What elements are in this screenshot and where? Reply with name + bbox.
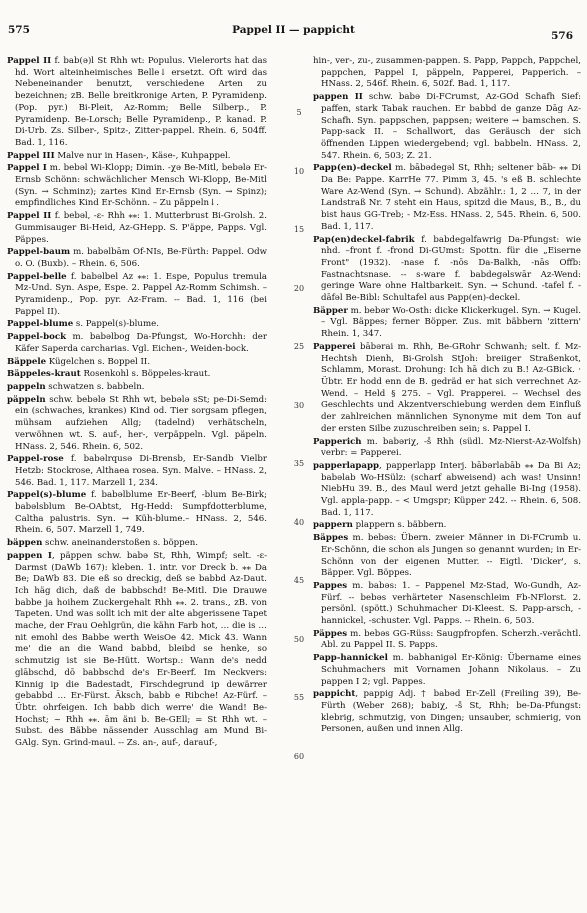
dictionary-entry [7, 319, 267, 331]
dictionary-entry [313, 520, 581, 532]
entry-headword: Pap(en)deckel-fabrik [313, 234, 415, 245]
entry-text: m. bābədegəl St, Rhh; seltener bāb- ⁎⁎ Di Da Be: Pappe. KarrHe 77. Pimm 3, 45. 's eß B. schlechte Ware Az-Wend (Syn. → Schund). Abzählr.: 1, 2 … 7, in der Landstraß Nr. 7 steht ein Haus, spitzd die Maus, B., B., du bist haus GG-Treb; - Mz-Ess. HNass. 2, 545. Rhein. 6, 500. Bad. 1, 117. [321, 163, 581, 232]
line-number: 15 [293, 225, 305, 234]
entry-text: m. bebər Wo-Osth: dicke Klickerkugel. Syn. → Kugel. – Vgl. Bäppes; ferner Böpper. Zus. mit bäbbern 'zittern' Rhein. 1, 347. [321, 305, 581, 340]
dictionary-entry [313, 653, 581, 688]
entry-text: schwatzen s. babbeln. [45, 381, 145, 392]
entry-headword: Bäppele [7, 356, 47, 367]
entry-text: m. babəriχ, -š Rhh (südl. Mz-Nierst-Az-Wolfsh) verbr: = Papperei. [321, 436, 581, 459]
entry-headword: bäppen [7, 538, 43, 549]
page-header [8, 24, 579, 42]
dictionary-entry [7, 272, 267, 319]
entry-headword: pappern [313, 520, 353, 531]
dictionary-entry [313, 306, 581, 341]
entry-headword: Pappel II [7, 56, 52, 66]
entry-text: schw. aneinanderstoßen s. böppen. [42, 538, 199, 549]
entry-text: , päppen schw. babə St, Rhh, Wimpf; selt. -ε- Darmst (DaWb 167): kleben. 1. intr. vor Dreck b. ⁎⁎ Da Be; DaWb 83. Die eß so dreckig, deß se babbd Az-Daut. Ich häg dich, daß de babbschd! Be-Mitl. Die Drauwe babbe ja hoihem Zuckergehalt Rhh ⁎⁎. 2. trans., zB. von Tapeten. Und was sollt ich mit der alte abgerissene Tapet mache, der Frau Oehlgrün, die kähn Farb hot, … die is … nit emohl des Babbe werth WeisOe 42. Mick 43. Wann me' die an die Wand babbd, bleibd se henke, so schmutzig ist sie Be-Hütt. Wortsp.: Wann de's nedd glābschd, dō babbschd de's Er-Beerf. Im Neckvers: Kinnig ip die Badestadt, Firschdegrund ip dewärrer gebabbd … Er-Fürst. Äksch, babb e Ribche! Az-Fürf. – Übtr. ohrfeigen. Ich babb dich werre' die Wand! Be-Hochst; ~ Rhh ⁎⁎. ām äni b. Be-GEll; = St Rhh wt. – Subst. des Bäbbe nässender Ausschlag am Mund Bi-GAlg. Syn. Grind-maul. -- Zs. an-, auf-, darauf-, [15, 550, 267, 749]
entry-text: Rosenkohl s. Böppeles-kraut. [80, 369, 211, 380]
line-number: 30 [293, 400, 305, 410]
page-number-left: 575 [8, 24, 30, 36]
entry-text: m. bebəl Wi-Klopp; Dimin. -χə Be-Mitl, bebələ Er-Ernsb Schönn: schwächlicher Mensch Wi-Klopp, Be-Mitl (Syn. → Schminz); zartes Kind Er-Ernsb (Syn. → Spinz); empfindliches Kind Er-Schönn. – Zu päppeln↓. [15, 163, 267, 209]
entry-headword: Papperich [313, 436, 362, 447]
entry-text: plappern s. bäbbern. [352, 520, 447, 531]
dictionary-entry [313, 533, 581, 580]
dictionary-entry [7, 395, 267, 454]
entry-text: schw. bebələ St Rhh wt, bebələ sSt; pe-Di-Semd: ein (schwaches, krankes) Kind od. Tier sorgsam pflegen, mühsam aufziehen Allg; (tadelnd) verhätscheln, verwöhnen wt. S. auf-, her-, verpäppeln. Vgl. päpeln. HNass. 2, 546. Rhein. 6, 502. [15, 394, 267, 452]
entry-headword: Pappel-baum [7, 247, 71, 258]
dictionary-entry [7, 369, 267, 381]
dictionary-entry [313, 581, 581, 628]
entry-text: f. babdegəlfawrig Da-Pfungst: wie nhd. –front f. -frond Di-GUmst: Spottn. für die „Eiserne Front" (1932). -nase f. -nōs Da-Balkh, -nās Offb: Fastnachtsnase. -- s-ware f. babdegəlswār Az-Wend: geringe Ware ohne Haltbarkeit. Syn. → Schund. -tafel f. -dāfəl Be-Bibl: Schultafel aus Papp(en)-deckel. [321, 234, 581, 304]
entry-text: m. babhanigəl Er-König: Übername eines Schuhmachers mit Vornamen Johann Nikolaus. – Zu pappen I 2; vgl. Pappes. [321, 653, 581, 687]
entry-text: , pappig Adj. † babəd Er-Zell (Freiling 39), Be-Fürth (Weber 268); babiχ, -š St, Rhh; be-Da-Pfungst: klebrig, schmutzig, von Dingen; unsauber, schmierig, von Personen, außen und innen Allg. [321, 689, 581, 735]
line-number: 50 [293, 634, 305, 644]
entry-text: m. bebəs: Übern. zweier Männer in Di-FCrumb u. Er-Schönn, die schon als Jungen so genannt wurden; in Er-Schönn von der eigenen Mutter. -- Eigtl. 'Dicker', s. Bäpper. Vgl. Böppes. [321, 533, 581, 579]
line-number: 45 [293, 576, 305, 585]
dictionary-entry [313, 629, 581, 652]
entry-headword: Pappel II [7, 211, 52, 222]
entry-headword: Pappel-bock [7, 332, 67, 343]
entry-text: f. babəlbel Az ⁎⁎: 1. Espe, Populus tremula Mz-Und. Syn. Aspe, Espe. 2. Pappel Az-Romm Schimsh. – Pyramidenp., Pop. pyr. Az-Fram. -- Bad. 1, 116 (bei Pappel II). [15, 271, 267, 317]
entry-text: f. babəlrqusə Di-Brensb, Er-Sandb Vielbr Hetzb: Stockrose, Althaea rosea. Syn. Malve. – HNass. 2, 546. Bad. 1, 117. Marzell 1, 234. [15, 454, 267, 488]
entry-text: m. babəs: 1. – Pappenel Mz-Stad, Wo-Gundh, Az-Fürf. -- bebəs verhärteter Nasenschleim Fb-NFlorst. 2. persönl. (spött.) Schuhmacher Di-Kleest. S. Papp-arsch, -hannickel, -schuster. Vgl. Papps. -- Rhein. 6, 503. [321, 580, 581, 627]
left-column [7, 56, 267, 911]
dictionary-entry [7, 211, 267, 246]
dictionary-entry [313, 342, 581, 436]
line-number: 35 [293, 459, 305, 468]
dictionary-entry [7, 551, 267, 750]
entry-headword: Papperei [313, 341, 356, 352]
line-number: 40 [293, 517, 305, 527]
line-number: 55 [293, 693, 305, 702]
entry-text: bābərai m. Rhh, Be-GRohr Schwanh; selt. f. Mz-Hechtsh Dienh, Bi-Grolsh StJoh: breiiger Straßenkot, Schlamm, Morast. Drohung: Ich hā dich zu B.! Az-GBick. · Übtr. Er hodd enn de B. gedräd er hat sich verrechnet Az-Wend. – Held § 275. – Vgl. Prapperei. -- Wechsel des Geschlechts und Akzentverschiebung werden dem Einfluß der zahlreichen männlichen Synonyme mit dem Ton auf der ersten Silbe zuzuschreiben sein; s. Pappel I. [321, 341, 581, 434]
dictionary-entry [7, 247, 267, 270]
dictionary-entry [313, 437, 581, 460]
page-number-right: 576 [551, 30, 573, 42]
entry-text: Kügelchen s. Boppel II. [46, 356, 151, 367]
entry-headword: päppeln [7, 394, 46, 405]
entry-headword: pappicht [313, 689, 356, 700]
line-number: 60 [293, 751, 305, 761]
entry-headword: Päppes [313, 628, 348, 639]
dictionary-entry [7, 56, 267, 150]
entry-headword: Bäpper [313, 305, 348, 316]
entry-text: m. babəlbog Da-Pfungst, Wo-Horchh: der Käfer Saperda carcharias. Vgl. Eichen-, Weiden-bock. [15, 332, 267, 354]
dictionary-entry [7, 382, 267, 394]
entry-headword: Papp-hannickel [313, 653, 388, 664]
line-number: 5 [296, 108, 302, 117]
dictionary-entry [7, 357, 267, 369]
entry-headword: pappeln [7, 381, 46, 392]
entry-text: f. bab(ə)l St Rhh wt: Populus. Vielerorts hat das hd. Wort alteinheimisches Belle↓ ersetzt. Oft wird das Nebeneinander benutzt, verschiedene Arten zu bezeichnen; zB. Belle breitkronige Arten, P. Pyramidenp. (Pop. pyr.) Bi-Pleit, Az-Romm; Belle Silberp., P. Pyramidenp. Be-Lorsch; Belle Pyramidenp., P. kanad. P. Di-Urb. Zs. Silber-, Spitz-, Zitter-pappel. Rhein. 6, 504ff. Bad. 1, 116. [15, 56, 267, 148]
running-title: Pappel II — pappicht [232, 24, 355, 36]
dictionary-entry [313, 56, 581, 91]
entry-headword: Pappel-belle [7, 271, 67, 282]
dictionary-entry [7, 538, 267, 550]
entry-text: s. Pappel(s)-blume. [73, 319, 159, 330]
entry-text: f. babəlblume Er-Beerf, -blum Be-Birk; babəlsblum Be-OAbtst, Hg-Hedd: Sumpfdotterblume, Caltha palustris. Syn. → Küh-blume.– HNass. 2, 546. Rhein. 6, 507. Marzell 1, 749. [15, 490, 267, 536]
entry-headword: pappen I [7, 550, 52, 561]
dictionary-entry [7, 163, 267, 210]
entry-text: , papperlapp Interj. bābərlabāb ⁎⁎ Da Bi Az; babəlab Wo-HSülz: (scharf abweisend) ach was! Unsinn! NiebHu 39. B., des Maul werd jetzt gehalle Bi-Ing (1958). Vgl. appla-papp. – < Umgspr; Küpper 242. -- Rhein. 6, 508. Bad. 1, 117. [321, 460, 581, 518]
entry-text: schw. babə Di-FCrumst, Az-GOd Schafh Sief: paffen, stark Tabak rauchen. Er babbd de ganze Dāg Az-Schafh. Syn. pappschen, pappsen; weitere → bamschen. S. Papp-sack II. – Schallwort, das Geräusch der sich öffnenden Lippen wiedergebend; vgl. babbeln. HNass. 2, 547. Rhein. 6, 503; Z. 21. [321, 92, 581, 161]
line-number: 10 [293, 166, 305, 176]
dictionary-entry [7, 151, 267, 163]
entry-headword: pappen II [313, 92, 363, 103]
entry-text: m. bebəs GG-Rüss: Saugpfropfen. Scherzh.-verächtl. Abl. zu Pappel II. S. Papps. [321, 628, 581, 651]
entry-headword: Pappel-blume [7, 319, 74, 330]
entry-headword: Papp(en)-deckel [313, 163, 392, 174]
entry-headword: papperlapapp [313, 460, 380, 471]
dictionary-entry [313, 92, 581, 162]
entry-text: Malve nur in Hasen-, Käse-, Kuhpappel. [54, 150, 231, 161]
entry-text: hin-, ver-, zu-, zusammen-pappen. S. Papp, Pappch, Pappchel, pappchen, Pappel I, päppeln, Papperei, Papperich. – HNass. 2, 546f. Rhein. 6, 502f. Bad. 1, 117. [313, 56, 581, 90]
dictionary-entry [313, 461, 581, 520]
entry-headword: Bäppeles-kraut [7, 369, 81, 380]
dictionary-entry [313, 235, 581, 305]
dictionary-entry [7, 490, 267, 537]
entry-text: m. babəlbām Of-NIs, Be-Fürth: Pappel. Odw o. O. (Buxb). – Rhein. 6, 506. [15, 247, 267, 269]
dictionary-entry [313, 689, 581, 736]
dictionary-entry [7, 454, 267, 489]
entry-headword: Pappel III [7, 150, 55, 161]
entry-headword: Pappel-rose [7, 454, 64, 465]
entry-headword: Pappel(s)-blume [7, 490, 87, 501]
entry-headword: Pappel I [7, 163, 47, 174]
entry-headword: Pappes [313, 580, 348, 591]
entry-headword: Bäppes [313, 533, 349, 544]
right-column [313, 56, 581, 911]
entry-text: f. bebəl, -ε- Rhh ⁎⁎: 1. Mutterbrust Bi-Grolsh. 2. Gummisauger Bi-Heid, Az-GHepp. S. P'äppe, Papps. Vgl. Päppes. [15, 211, 267, 245]
line-number: 25 [293, 342, 305, 351]
dictionary-entry [7, 332, 267, 355]
line-number: 20 [293, 283, 305, 293]
dictionary-entry [313, 163, 581, 233]
